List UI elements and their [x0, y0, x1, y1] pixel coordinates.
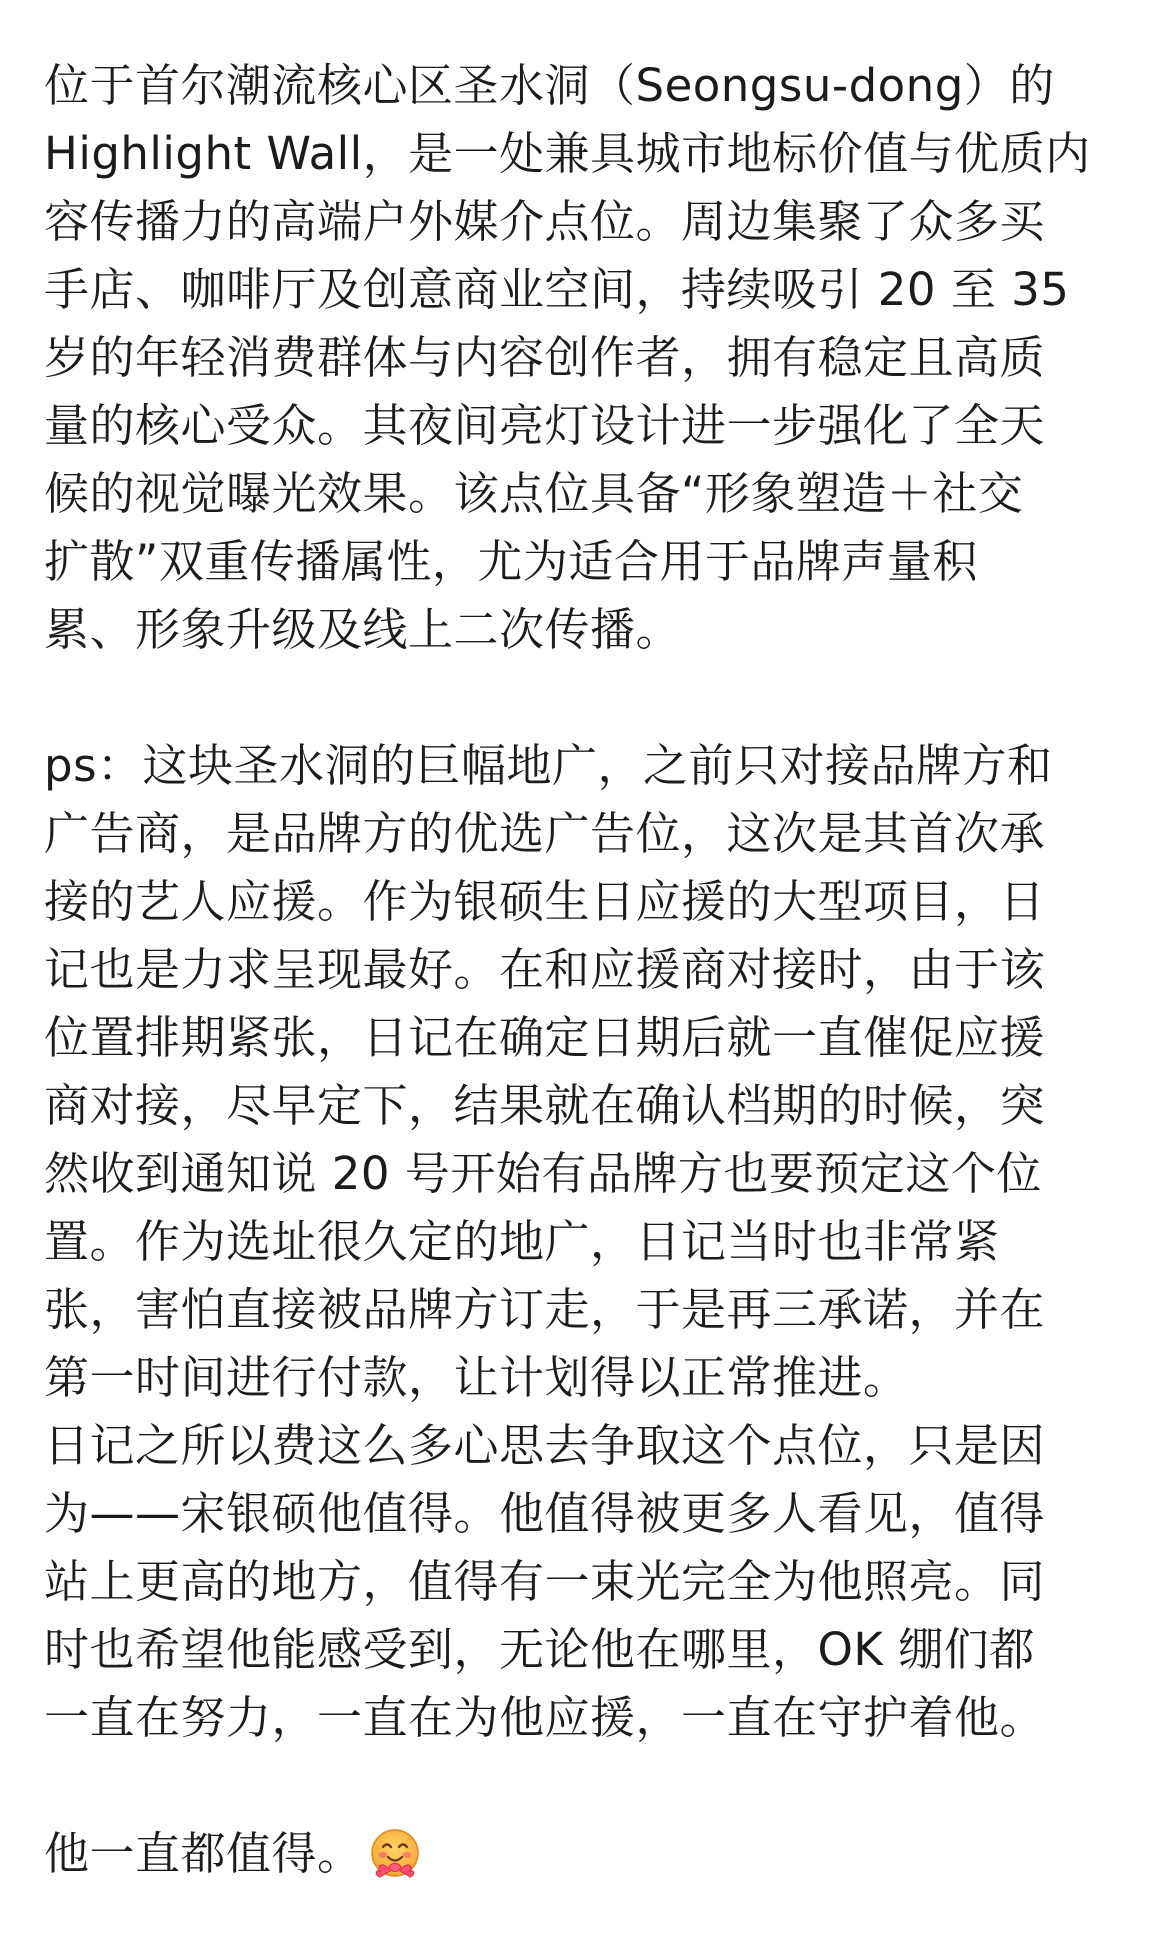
text-line: 接的艺人应援。作为银硕生日应援的大型项目，日 — [44, 875, 1046, 928]
text-line: 一直在努力，一直在为他应援，一直在守护着他。 — [44, 1691, 1046, 1744]
text-line: ps：这块圣水洞的巨幅地广，之前只对接品牌方和 — [44, 739, 1053, 792]
text-line: 为——宋银硕他值得。他值得被更多人看见，值得 — [44, 1487, 1046, 1540]
closing-text: 他一直都值得。 — [44, 1827, 363, 1880]
text-line: Highlight Wall，是一处兼具城市地标价值与优质内 — [44, 127, 1091, 180]
text-line: 日记之所以费这么多心思去争取这个点位，只是因 — [44, 1419, 1046, 1472]
text-line: 广告商，是品牌方的优选广告位，这次是其首次承 — [44, 807, 1046, 860]
paragraph-spacer — [44, 1752, 1134, 1820]
paragraph-ps — [44, 732, 1134, 1752]
text-line: 候的视觉曝光效果。该点位具备“形象塑造＋社交 — [44, 467, 1024, 520]
text-line: 张，害怕直接被品牌方订走，于是再三承诺，并在 — [44, 1283, 1046, 1336]
text-line: 容传播力的高端户外媒介点位。周边集聚了众多买 — [44, 195, 1046, 248]
text-line: 位置排期紧张，日记在确定日期后就一直催促应援 — [44, 1011, 1046, 1064]
text-line: 然收到通知说 20 号开始有品牌方也要预定这个位 — [44, 1147, 1042, 1200]
text-line: 置。作为选址很久定的地广，日记当时也非常紧 — [44, 1215, 1000, 1268]
text-line: 累、形象升级及线上二次传播。 — [44, 603, 682, 656]
text-line: 时也希望他能感受到，无论他在哪里，OK 绷们都 — [44, 1623, 1035, 1676]
hugging-face-emoji-icon — [369, 1827, 421, 1879]
text-line: 第一时间进行付款，让计划得以正常推进。 — [44, 1351, 909, 1404]
paragraph-intro — [44, 52, 1134, 664]
text-line: 商对接，尽早定下，结果就在确认档期的时候，突 — [44, 1079, 1046, 1132]
text-line: 量的核心受众。其夜间亮灯设计进一步强化了全天 — [44, 399, 1046, 452]
text-line: 手店、咖啡厅及创意商业空间，持续吸引 20 至 35 — [44, 263, 1070, 316]
text-line: 站上更高的地方，值得有一束光完全为他照亮。同 — [44, 1555, 1046, 1608]
text-line: 记也是力求呈现最好。在和应援商对接时，由于该 — [44, 943, 1046, 996]
text-line: 位于首尔潮流核心区圣水洞（Seongsu-dong）的 — [44, 59, 1055, 112]
text-line: 岁的年轻消费群体与内容创作者，拥有稳定且高质 — [44, 331, 1046, 384]
text-line: 扩散”双重传播属性，尤为适合用于品牌声量积 — [44, 535, 978, 588]
closing-line — [44, 1820, 1134, 1888]
post-content — [44, 52, 1134, 1888]
paragraph-spacer — [44, 664, 1134, 732]
